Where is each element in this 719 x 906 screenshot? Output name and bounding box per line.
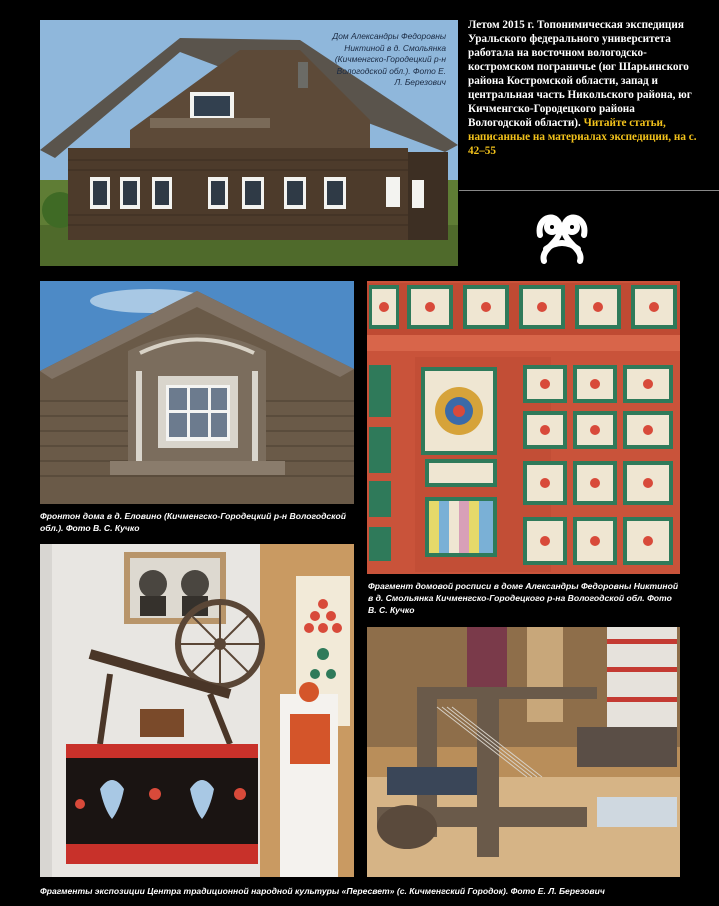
painting-photo	[367, 281, 680, 574]
intro-text	[468, 18, 698, 158]
loom-image	[367, 627, 680, 877]
ornament-knot-icon	[530, 205, 594, 269]
gable-image	[40, 281, 354, 504]
painting-caption: Фрагмент домовой росписи в доме Александры Федоровны Никтиной в д. Смольянка Кичменгско-Городецкого р-на Вологодской обл. Фото В. С. Кучко	[368, 581, 679, 615]
museum-caption: Фрагменты экспозиции Центра традиционной народной культуры «Пересвет» (с. Кичменгский Городок). Фото Е. Л. Березович	[40, 886, 605, 896]
gable-photo	[40, 281, 354, 504]
gable-caption: Фронтон дома в д. Еловино (Кичменгско-Городецкий р-н Вологодской обл.). Фото В. С. Кучко	[40, 511, 347, 533]
loom-photo	[367, 627, 680, 877]
museum-interior-photo	[40, 544, 354, 877]
divider	[459, 190, 719, 191]
painting-image	[367, 281, 680, 574]
house-caption: Дом Александры Федоровны Никтиной в д. Смольянка (Кичменгско-Городецкий р-н Вологодской обл.). Фото Е. Л. Березович	[332, 31, 446, 88]
intro-body: Летом 2015 г. Топонимическая экспедиция Уральского федерального университета работала на восточном вологодско-костромском пограничье (юг Шарьинского района Костромской области, запад и центральная часть Никольского района, юг Кичменгско-Городецкого района Вологодской области).	[468, 19, 692, 129]
intro-highlight: Читайте статьи, написанные на материалах экспедиции, на с. 42–55	[468, 117, 697, 157]
museum-interior-image	[40, 544, 354, 877]
